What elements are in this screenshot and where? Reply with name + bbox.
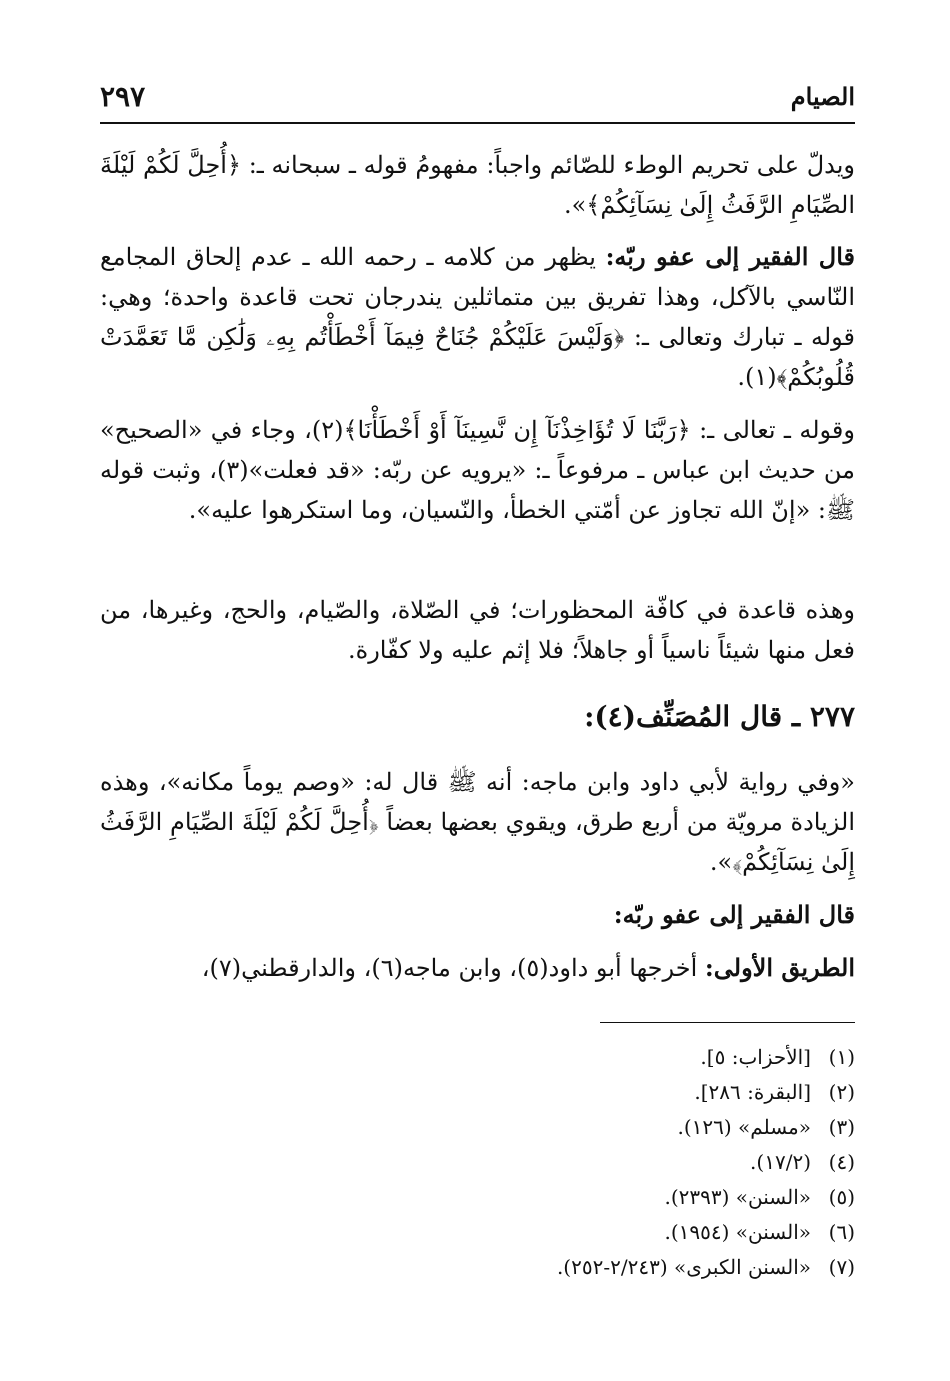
- footnote-divider: [600, 1022, 855, 1023]
- paragraph-7-lead: الطريق الأولى:: [704, 953, 855, 982]
- paragraph-7-text: أخرجها أبو داود(٥)، وابن ماجه(٦)، والدارقطني(٧)،: [201, 954, 698, 982]
- footnote-text: «مسلم» (١٢٦).: [677, 1115, 811, 1139]
- footnote: [435, 1040, 855, 1075]
- footnote: [435, 1110, 855, 1145]
- footnote-text: «السنن» (١٩٥٤).: [664, 1220, 811, 1244]
- footnotes: [435, 1040, 855, 1285]
- footnote-text: [البقرة: ٢٨٦].: [694, 1080, 811, 1104]
- footnote: [435, 1180, 855, 1215]
- paragraph-1: ويدلّ على تحريم الوطء للصّائم واجباً: مفهومُ قوله ـ سبحانه ـ: ﴿أُحِلَّ لَكُمْ لَيْلَةَ الصِّيَامِ الرَّفَثُ إِلَىٰ نِسَآئِكُمْ﴾».: [100, 151, 855, 219]
- paragraph-5: «وفي رواية لأبي داود وابن ماجه: أنه ﷺ قال له: «وصم يوماً مكانه»، وهذه الزيادة مرويّة من أربع طرق، ويقوي بعضها بعضاً ﴿أُحِلَّ لَكُمْ لَيْلَةَ الصِّيَامِ الرَّفَثُ إِلَىٰ نِسَآئِكُمْ﴾».: [100, 768, 855, 876]
- section-heading: ٢٧٧ ـ قال المُصَنِّف(٤):: [584, 700, 855, 733]
- footnote-number: (٤): [828, 1150, 855, 1174]
- paragraph-2: [100, 237, 855, 397]
- page-number: ٢٩٧: [100, 80, 146, 113]
- footnote-number: (٦): [828, 1220, 855, 1244]
- paragraph-2-lead: قال الفقير إلى عفو ربّه:: [605, 242, 855, 271]
- paragraph-4: وهذه قاعدة في كافّة المحظورات؛ في الصّلاة، والصّيام، والحج، وغيرها، من فعل منها شيئاً ناسياً أو جاهلاً؛ فلا إثم عليه ولا كفّارة.: [100, 596, 855, 664]
- footnote-text: (١٧/٢).: [750, 1150, 811, 1174]
- paragraph-6-lead: قال الفقير إلى عفو ربّه:: [613, 900, 855, 929]
- footnote: [435, 1075, 855, 1110]
- paragraph-6: [100, 895, 855, 935]
- footnote: [435, 1215, 855, 1250]
- paragraph-3: وقوله ـ تعالى ـ: ﴿رَبَّنَا لَا تُؤَاخِذْنَآ إِن نَّسِينَآ أَوْ أَخْطَأْنَا﴾(٢)، وجاء في «الصحيح» من حديث ابن عباس ـ مرفوعاً ـ: «يرويه عن ربّه: «قد فعلت»(٣)، وثبت قوله ﷺ: «إنّ الله تجاوز عن أمّتي الخطأ، والنّسيان، وما استكرهوا عليه».: [100, 416, 856, 524]
- paragraph-2-text: يظهر من كلامه ـ رحمه الله ـ عدم إلحاق المجامع النّاسي بالآكل، وهذا تفريق بين متماثلين يندرجان تحت قاعدة واحدة؛ وهي: قوله ـ تبارك وتعالى ـ: ﴿وَلَيْسَ عَلَيْكُمْ جُنَاحٌ فِيمَآ أَخْطَأْتُم بِهِۦ وَلَٰكِن مَّا تَعَمَّدَتْ قُلُوبُكُمْ﴾(١).: [100, 243, 855, 391]
- footnote: [435, 1250, 855, 1285]
- footnote-number: (١): [828, 1045, 855, 1069]
- footnote-number: (٥): [828, 1185, 855, 1209]
- footnote-text: «السنن الكبرى» (٢/٢٤٣-٢٥٢).: [556, 1255, 811, 1279]
- running-title: الصيام: [790, 82, 855, 111]
- paragraph-7: [100, 948, 855, 988]
- footnote: [435, 1145, 855, 1180]
- footnote-number: (٢): [828, 1080, 855, 1104]
- footnote-number: (٣): [828, 1115, 855, 1139]
- footnote-number: (٧): [828, 1255, 855, 1279]
- footnote-text: «السنن» (٢٣٩٣).: [664, 1185, 811, 1209]
- page-header: [100, 78, 855, 118]
- footnote-text: [الأحزاب: ٥].: [700, 1045, 811, 1069]
- header-divider: [100, 122, 855, 124]
